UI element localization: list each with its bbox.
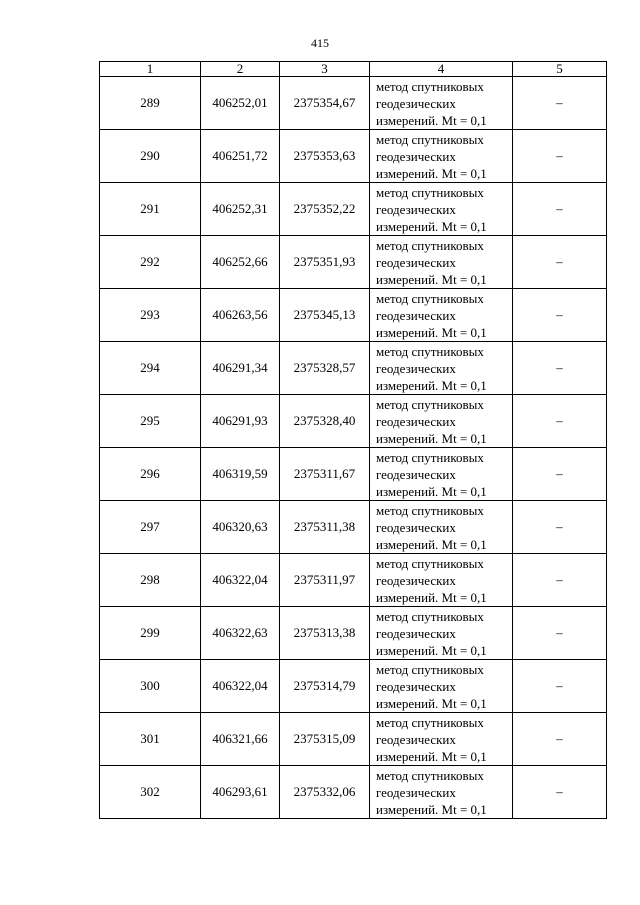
method-line: измерений. Mt = 0,1 [376,748,487,764]
method-line: геодезических [376,201,456,217]
method-line: геодезических [376,466,456,482]
y-coordinate-cell: 2375353,63 [280,130,370,183]
method-line: измерений. Mt = 0,1 [376,324,487,340]
method-cell [370,236,513,289]
page-number: 415 [311,36,329,50]
method-line: метод спутниковых [376,661,484,677]
method-line: измерений. Mt = 0,1 [376,695,487,711]
point-number-cell: 293 [100,289,201,342]
point-number-cell: 301 [100,713,201,766]
header-cell-col-2: 2 [201,62,280,77]
description-cell: – [513,554,607,607]
method-line: метод спутниковых [376,78,484,94]
method-line: метод спутниковых [376,343,484,359]
point-number-cell: 289 [100,77,201,130]
method-line: метод спутниковых [376,449,484,465]
description-cell: – [513,236,607,289]
x-coordinate-cell: 406322,04 [201,660,280,713]
y-coordinate-cell: 2375328,57 [280,342,370,395]
y-coordinate-cell: 2375328,40 [280,395,370,448]
method-line: геодезических [376,572,456,588]
method-line: измерений. Mt = 0,1 [376,165,487,181]
point-number-cell: 292 [100,236,201,289]
x-coordinate-cell: 406322,04 [201,554,280,607]
description-cell: – [513,448,607,501]
y-coordinate-cell: 2375311,97 [280,554,370,607]
method-cell [370,660,513,713]
method-cell [370,289,513,342]
table-row [100,130,607,183]
method-line: геодезических [376,678,456,694]
method-cell [370,183,513,236]
header-cell-col-4: 4 [370,62,513,77]
method-line: геодезических [376,95,456,111]
point-number-cell: 302 [100,766,201,819]
method-cell [370,501,513,554]
point-number-cell: 291 [100,183,201,236]
description-cell: – [513,342,607,395]
y-coordinate-cell: 2375311,38 [280,501,370,554]
description-cell: – [513,395,607,448]
x-coordinate-cell: 406251,72 [201,130,280,183]
y-coordinate-cell: 2375315,09 [280,713,370,766]
table-row [100,448,607,501]
header-cell-col-3: 3 [280,62,370,77]
method-line: геодезических [376,413,456,429]
y-coordinate-cell: 2375351,93 [280,236,370,289]
table-header-row [100,62,607,77]
y-coordinate-cell: 2375332,06 [280,766,370,819]
y-coordinate-cell: 2375345,13 [280,289,370,342]
description-cell: – [513,183,607,236]
method-line: геодезических [376,360,456,376]
method-cell [370,130,513,183]
table-row [100,766,607,819]
y-coordinate-cell: 2375311,67 [280,448,370,501]
method-line: метод спутниковых [376,502,484,518]
x-coordinate-cell: 406252,66 [201,236,280,289]
description-cell: – [513,289,607,342]
method-cell [370,342,513,395]
table-row [100,501,607,554]
method-line: геодезических [376,519,456,535]
coordinates-table [99,61,607,819]
x-coordinate-cell: 406263,56 [201,289,280,342]
method-cell [370,395,513,448]
y-coordinate-cell: 2375313,38 [280,607,370,660]
method-line: метод спутниковых [376,608,484,624]
point-number-cell: 295 [100,395,201,448]
method-line: измерений. Mt = 0,1 [376,536,487,552]
x-coordinate-cell: 406320,63 [201,501,280,554]
point-number-cell: 300 [100,660,201,713]
method-line: метод спутниковых [376,237,484,253]
method-line: метод спутниковых [376,396,484,412]
method-line: метод спутниковых [376,290,484,306]
x-coordinate-cell: 406252,31 [201,183,280,236]
method-line: метод спутниковых [376,555,484,571]
method-cell [370,607,513,660]
method-line: геодезических [376,784,456,800]
table-row [100,236,607,289]
method-line: метод спутниковых [376,184,484,200]
method-line: геодезических [376,254,456,270]
y-coordinate-cell: 2375314,79 [280,660,370,713]
x-coordinate-cell: 406322,63 [201,607,280,660]
method-line: измерений. Mt = 0,1 [376,218,487,234]
point-number-cell: 299 [100,607,201,660]
method-line: измерений. Mt = 0,1 [376,430,487,446]
method-line: метод спутниковых [376,767,484,783]
method-cell [370,77,513,130]
x-coordinate-cell: 406321,66 [201,713,280,766]
description-cell: – [513,607,607,660]
header-cell-col-5: 5 [513,62,607,77]
method-cell [370,448,513,501]
method-line: метод спутниковых [376,714,484,730]
x-coordinate-cell: 406293,61 [201,766,280,819]
method-line: геодезических [376,307,456,323]
description-cell: – [513,501,607,554]
point-number-cell: 297 [100,501,201,554]
table-row [100,342,607,395]
x-coordinate-cell: 406291,34 [201,342,280,395]
point-number-cell: 298 [100,554,201,607]
method-line: измерений. Mt = 0,1 [376,112,487,128]
method-line: измерений. Mt = 0,1 [376,801,487,817]
table-row [100,713,607,766]
table-row [100,289,607,342]
description-cell: – [513,713,607,766]
header-cell-col-1: 1 [100,62,201,77]
method-line: измерений. Mt = 0,1 [376,377,487,393]
method-line: геодезических [376,625,456,641]
x-coordinate-cell: 406252,01 [201,77,280,130]
table-body [100,62,607,819]
point-number-cell: 290 [100,130,201,183]
method-cell [370,713,513,766]
method-line: измерений. Mt = 0,1 [376,642,487,658]
y-coordinate-cell: 2375354,67 [280,77,370,130]
table-row [100,183,607,236]
method-line: геодезических [376,148,456,164]
method-cell [370,766,513,819]
table-row [100,607,607,660]
method-line: измерений. Mt = 0,1 [376,271,487,287]
method-line: измерений. Mt = 0,1 [376,589,487,605]
x-coordinate-cell: 406291,93 [201,395,280,448]
method-cell [370,554,513,607]
table-row [100,660,607,713]
description-cell: – [513,660,607,713]
table-row [100,395,607,448]
table-row [100,554,607,607]
description-cell: – [513,766,607,819]
y-coordinate-cell: 2375352,22 [280,183,370,236]
point-number-cell: 294 [100,342,201,395]
x-coordinate-cell: 406319,59 [201,448,280,501]
table-row [100,77,607,130]
method-line: измерений. Mt = 0,1 [376,483,487,499]
description-cell: – [513,77,607,130]
method-line: метод спутниковых [376,131,484,147]
method-line: геодезических [376,731,456,747]
description-cell: – [513,130,607,183]
point-number-cell: 296 [100,448,201,501]
